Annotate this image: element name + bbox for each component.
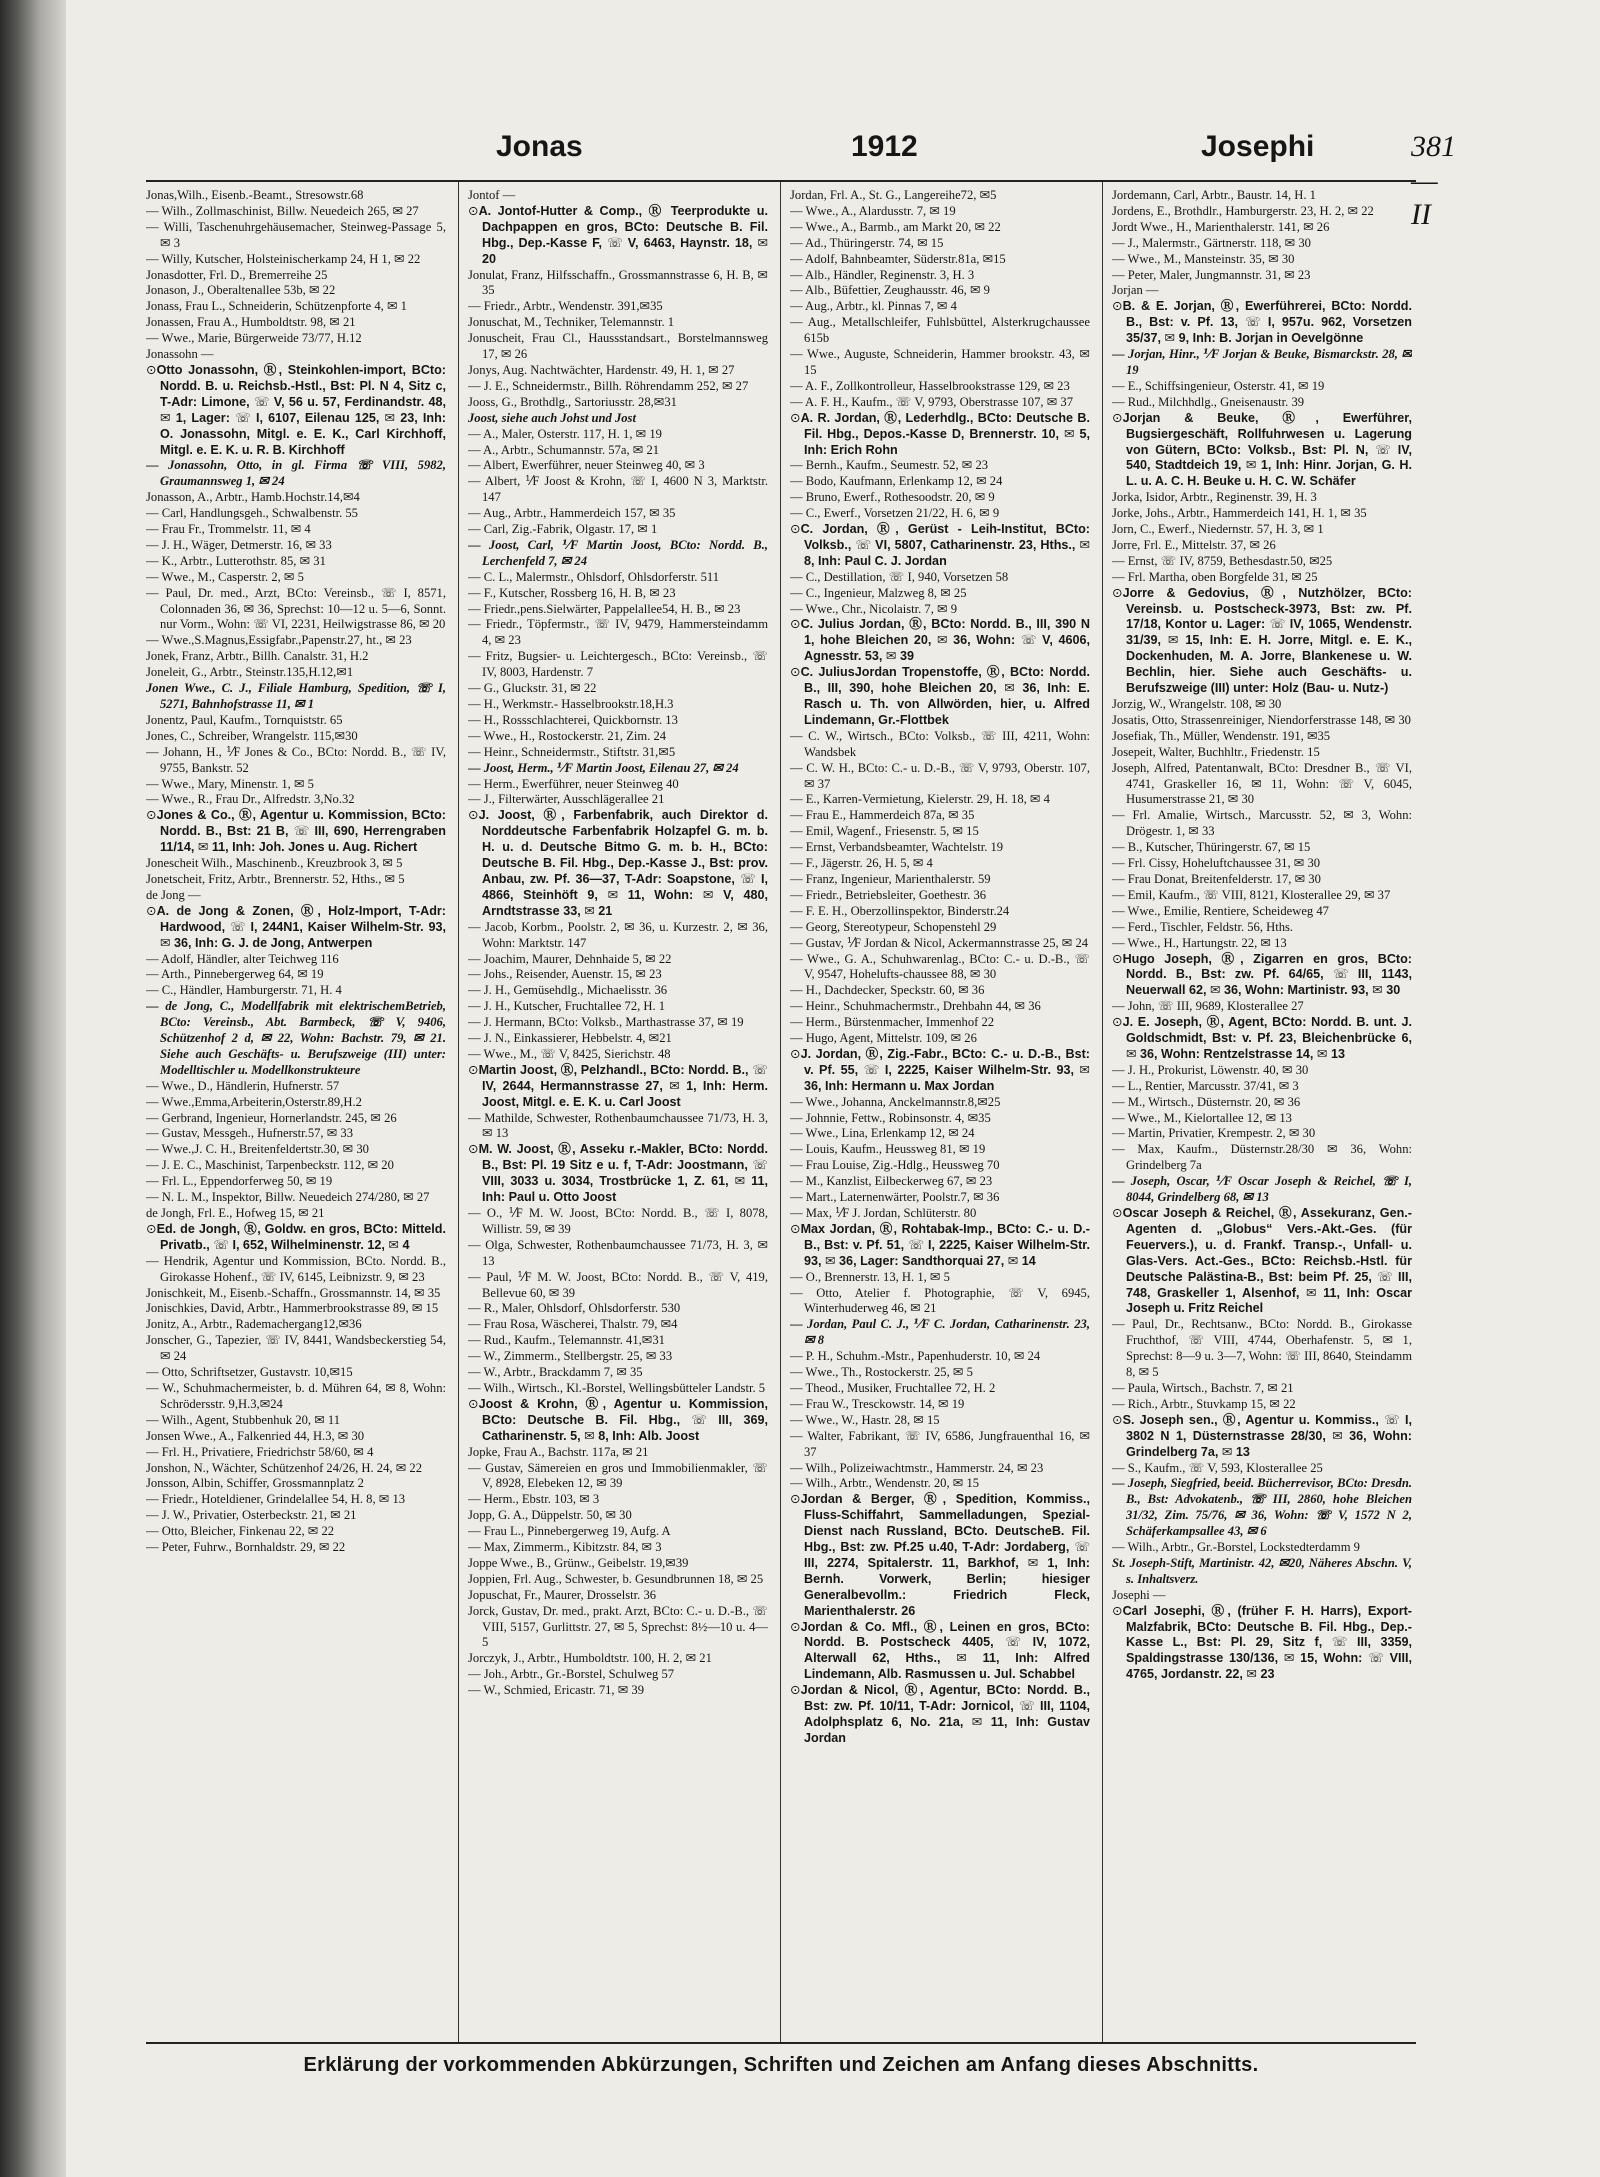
directory-entry: Jonen Wwe., C. J., Filiale Hamburg, Spedition, ☏ I, 5271, Bahnhofstrasse 11, ✉ 1	[146, 681, 446, 711]
directory-entry: — Herm., Ewerführer, neuer Steinweg 40	[468, 776, 679, 791]
directory-entry: — Otto, Atelier f. Photographie, ☏ V, 6945, Winterhuderweg 46, ✉ 21	[790, 1285, 1090, 1316]
directory-entry: — Willi, Taschenuhrgehäusemacher, Steinweg-Passage 5, ✉ 3	[146, 219, 446, 250]
firm-entry: ⊙ Jordan & Berger, Ⓡ, Spedition, Kommiss., Fluss-Schiffahrt, Sammelladungen, Spezial-Dienst nach Russland, BCto. DeutscheB. Fil. Hbg., Bst: zw. Pf.25 u.40, T-Adr: Jordaberg, ☏ III, 2274, Spitalerstr. 11, Barkhof, ✉ 1, Inh: Bernh. Vorwerk, Berlin; hiesiger Generalbevollm.: Friedrich Fleck, Marienthalerstr. 26	[790, 1492, 1090, 1619]
directory-entry: Jorre, Frl. E., Mittelstr. 37, ✉ 26	[1112, 537, 1276, 552]
directory-entry: — Wwe., M., Casperstr. 2, ✉ 5	[146, 569, 304, 584]
directory-entry: — O., ⅟F M. W. Joost, BCto: Nordd. B., ☏ I, 8078, Willistr. 59, ✉ 39	[468, 1206, 768, 1236]
directory-entry: — J., Malermstr., Gärtnerstr. 118, ✉ 30	[1112, 235, 1311, 250]
firm-entry: ⊙ S. Joseph sen., Ⓡ, Agentur u. Kommiss., ☏ I, 3802 N 1, Düsternstrasse 28/30, ✉ 36, Wohn: Grindelberg 7a, ✉ 13	[1112, 1413, 1412, 1461]
directory-entry: — W., Arbtr., Brackdamm 7, ✉ 35	[468, 1365, 643, 1380]
directory-entry: Josepeit, Walter, Buchhltr., Friedenstr. 15	[1112, 744, 1320, 759]
directory-entry: Jonason, J., Oberaltenallee 53b, ✉ 22	[146, 283, 336, 298]
directory-entry: Jopp, G. A., Düppelstr. 50, ✉ 30	[468, 1508, 632, 1523]
directory-entry: Joppe Wwe., B., Grünw., Geibelstr. 19,✉39	[468, 1555, 689, 1570]
firm-entry: ⊙ M. W. Joost, Ⓡ, Asseku r.-Makler, BCto: Nordd. B., Bst: Pl. 19 Sitz e u. f, T-Adr: Joostmann, ☏ VIII, 3033 u. 3034, Trostbrücke 1, Z. 61, ✉ 11, Inh: Paul u. Otto Joost	[468, 1142, 768, 1206]
directory-entry: — Max, Kaufm., Düsternstr.28/30 ✉ 36, Wohn: Grindelberg 7a	[1112, 1142, 1412, 1173]
directory-entry: Jonescheit Wilh., Maschinenb., Kreuzbrook 3, ✉ 5	[146, 856, 403, 871]
directory-entry: — W., Zimmerm., Stellbergstr. 25, ✉ 33	[468, 1349, 673, 1364]
directory-entry: — Frau Louise, Zig.-Hdlg., Heussweg 70	[790, 1158, 1000, 1173]
directory-entry: — Jordan, Paul C. J., ⅟F C. Jordan, Catharinenstr. 23, ✉ 8	[790, 1317, 1090, 1348]
directory-entry: — Joost, Herm., ⅟F Martin Joost, Eilenau 27, ✉ 24	[468, 760, 739, 775]
directory-entry: — Wilh., Zollmaschinist, Billw. Neuedeich 265, ✉ 27	[146, 203, 419, 218]
directory-entry: — Paul, ⅟F M. W. Joost, BCto: Nordd. B., ☏ V, 419, Bellevue 60, ✉ 39	[468, 1269, 768, 1300]
directory-entry: — Ernst, Verbandsbeamter, Wachtelstr. 19	[790, 840, 1004, 855]
directory-entry: — Wwe., G. A., Schuhwarenlag., BCto: C.- u. D.-B., ☏ V, 9547, Hohelufts-chaussee 88, ✉ 30	[790, 951, 1090, 982]
directory-entry: Jopuschat, Fr., Maurer, Drosselstr. 36	[468, 1587, 657, 1602]
firm-entry: ⊙ Oscar Joseph & Reichel, Ⓡ, Assekuranz, Gen.-Agenten d. „Globus“ Vers.-Akt.-Ges. (für Feuervers.), u. d. Frankf. Transp.-, Unfall- u. Glas-Vers. Act.-Ges., BCto: Reichsb.-Hstl. für Deutsche Palästina-B., Bst: beim Pf. 25, ☏ III, 748, Graskeller 1, Alsenhof, ✉ 11, Inh: Oscar Joseph u. Fritz Reichel	[1112, 1206, 1412, 1317]
directory-entry: — Gustav, Messgeh., Hufnerstr.57, ✉ 33	[146, 1126, 354, 1141]
directory-entry: — Frau L., Pinnebergerweg 19, Aufg. A	[468, 1524, 671, 1539]
directory-entry: — Wwe.,Emma,Arbeiterin,Osterstr.89,H.2	[146, 1094, 362, 1109]
directory-entry: Jonshon, N., Wächter, Schützenhof 24/26, H. 24, ✉ 22	[146, 1460, 422, 1475]
directory-entry: — Carl, Zig.-Fabrik, Olgastr. 17, ✉ 1	[468, 522, 658, 537]
directory-entry: — Mathilde, Schwester, Rothenbaumchaussee 71/73, H. 3, ✉ 13	[468, 1110, 768, 1141]
directory-entry: — Rich., Arbtr., Stuvkamp 15, ✉ 22	[1112, 1396, 1296, 1411]
directory-entry: — Walter, Fabrikant, ☏ IV, 6586, Jungfrauenthal 16, ✉ 37	[790, 1428, 1090, 1459]
directory-entry: — Wwe., D., Händlerin, Hufnerstr. 57	[146, 1078, 340, 1093]
directory-entry: Jonys, Aug. Nachtwächter, Hardenstr. 49, H. 1, ✉ 27	[468, 362, 735, 377]
directory-entry: Jonitz, A., Arbtr., Rademachergang12,✉36	[146, 1317, 362, 1332]
directory-entry: — Willy, Kutscher, Holsteinischerkamp 24, H 1, ✉ 22	[146, 251, 421, 266]
directory-entry: — Frau Fr., Trommelstr. 11, ✉ 4	[146, 522, 311, 537]
directory-entry: — Max, Zimmerm., Kibitzstr. 84, ✉ 3	[468, 1540, 662, 1555]
directory-entry: Josephi —	[1112, 1587, 1166, 1602]
directory-entry: — Wwe., H., Hartungstr. 22, ✉ 13	[1112, 935, 1287, 950]
directory-entry: — John, ☏ III, 9689, Klosterallee 27	[1112, 999, 1304, 1014]
directory-entry: — Gerbrand, Ingenieur, Hornerlandstr. 245, ✉ 26	[146, 1110, 397, 1125]
directory-entry: Jonasdotter, Frl. D., Bremerreihe 25	[146, 267, 328, 282]
directory-entry: — W., Schuhmachermeister, b. d. Mühren 64, ✉ 8, Wohn: Schrödersstr. 9,H.3,✉24	[146, 1380, 446, 1411]
directory-entry: — E., Karren-Vermietung, Kielerstr. 29, H. 18, ✉ 4	[790, 792, 1050, 807]
directory-entry: — Adolf, Bahnbeamter, Süderstr.81a, ✉15	[790, 251, 1006, 266]
directory-entry: Jorczyk, J., Arbtr., Humboldtstr. 100, H. 2, ✉ 21	[468, 1651, 712, 1666]
directory-entry: — Frau W., Tresckowstr. 14, ✉ 19	[790, 1396, 965, 1411]
directory-entry: — G., Gluckstr. 31, ✉ 22	[468, 681, 597, 696]
directory-entry: — Jorjan, Hinr., ⅟F Jorjan & Beuke, Bismarckstr. 28, ✉ 19	[1112, 347, 1412, 377]
head-last-name: Josephi	[1201, 130, 1315, 163]
directory-entry: — Adolf, Händler, alter Teichweg 116	[146, 951, 339, 966]
firm-entry: ⊙ B. & E. Jorjan, Ⓡ, Ewerführerei, BCto: Nordd. B., Bst: v. Pf. 13, ☏ I, 957u. 962, Vorsetzen 35/37, ✉ 9, Inh: B. Jorjan in Oevelgönne	[1112, 299, 1412, 347]
directory-entry: — W., Schmied, Ericastr. 71, ✉ 39	[468, 1683, 645, 1698]
directory-entry: — Hugo, Agent, Mittelstr. 109, ✉ 26	[790, 1031, 977, 1046]
directory-entry: — Wwe.,J. C. H., Breitenfeldertstr.30, ✉ 30	[146, 1142, 369, 1157]
abbreviation-note: Erklärung der vorkommenden Abkürzungen, Schriften und Zeichen am Anfang dieses Abschnitts.	[146, 2042, 1416, 2077]
directory-entry: — C. W., Wirtsch., BCto: Volksb., ☏ III, 4211, Wohn: Wandsbek	[790, 728, 1090, 759]
directory-entry: — Albert, ⅟F Joost & Krohn, ☏ I, 4600 N 3, Marktstr. 147	[468, 474, 768, 505]
directory-entry: — Wwe., Lina, Erlenkamp 12, ✉ 24	[790, 1126, 975, 1141]
directory-entry: — Wilh., Wirtsch., Kl.-Borstel, Wellingsbütteler Landstr. 5	[468, 1380, 766, 1395]
head-year: 1912	[851, 130, 918, 163]
directory-entry: — Alb., Büfettier, Zeughausstr. 46, ✉ 9	[790, 283, 990, 298]
directory-entry: — J. H., Prokurist, Löwenstr. 40, ✉ 30	[1112, 1062, 1309, 1077]
directory-entry: — C., Destillation, ☏ I, 940, Vorsetzen 58	[790, 569, 1009, 584]
directory-entry: — Mart., Laternenwärter, Poolstr.7, ✉ 36	[790, 1190, 1000, 1205]
directory-entry: — J. H., Wäger, Detmerstr. 16, ✉ 33	[146, 537, 332, 552]
directory-entry: — Frl. Cissy, Hoheluftchaussee 31, ✉ 30	[1112, 856, 1321, 871]
directory-entry: Jonas,Wilh., Eisenb.-Beamt., Stresowstr.68	[146, 188, 364, 202]
directory-entry: — Paul, Dr., Rechtsanw., BCto: Nordd. B., Girokasse Fruchthof, ☏ VIII, 4744, Oberhafenstr. 5, ✉ 1, Sprechst: 8—9 u. 3—7, Wohn: ☏ III, 8640, Steindamm 8, ✉ 5	[1112, 1317, 1412, 1380]
directory-entry: — Frau E., Hammerdeich 87a, ✉ 35	[790, 808, 975, 823]
directory-entry: de Jongh, Frl. E., Hofweg 15, ✉ 21	[146, 1206, 325, 1220]
directory-entry: — Heinr., Schneidermstr., Stiftstr. 31,✉5	[468, 744, 676, 759]
directory-entry: — Joost, Carl, ⅟F Martin Joost, BCto: Nordd. B., Lerchenfeld 7, ✉ 24	[468, 537, 768, 568]
column-rule	[1102, 182, 1103, 2042]
directory-entry: de Jong —	[146, 887, 201, 902]
directory-entry: — Rud., Kaufm., Telemannstr. 41,✉31	[468, 1333, 665, 1348]
directory-entry: Joseph, Alfred, Patentanwalt, BCto: Dresdner B., ☏ VI, 4741, Graskeller 16, ✉ 11, Wohn: ☏ V, 6045, Husumerstrasse 21, ✉ 30	[1112, 760, 1412, 807]
firm-entry: ⊙ Jordan & Nicol, Ⓡ, Agentur, BCto: Nordd. B., Bst: zw. Pf. 10/11, T-Adr: Jornicol, ☏ III, 1104, Adolphsplatz 6, No. 21a, ✉ 11, Inh: Gustav Jordan	[790, 1683, 1090, 1747]
directory-entry: — P. H., Schuhm.-Mstr., Papenhuderstr. 10, ✉ 24	[790, 1349, 1041, 1364]
directory-entry: — C., Ingenieur, Malzweg 8, ✉ 25	[790, 585, 967, 600]
directory-entry: — L., Rentier, Marcusstr. 37/41, ✉ 3	[1112, 1078, 1299, 1093]
directory-entry: — Wwe., A., Alardusstr. 7, ✉ 19	[790, 203, 956, 218]
directory-entry: Jonetscheit, Fritz, Arbtr., Brennerstr. 52, Hths., ✉ 5	[146, 871, 405, 886]
directory-entry: — Alb., Händler, Reginenstr. 3, H. 3	[790, 267, 975, 282]
directory-entry: Jontof —	[468, 188, 516, 202]
directory-entry: — Louis, Kaufm., Heussweg 81, ✉ 19	[790, 1142, 986, 1157]
head-first-name: Jonas	[496, 130, 583, 163]
firm-entry: ⊙ J. Jordan, Ⓡ, Zig.-Fabr., BCto: C.- u. D.-B., Bst: v. Pf. 55, ☏ I, 2225, Kaiser Wilhelm-Str. 93, ✉ 36, Inh: Hermann u. Max Jordan	[790, 1047, 1090, 1095]
firm-entry: ⊙ Carl Josephi, Ⓡ, (früher F. H. Harrs), Export-Malzfabrik, BCto: Deutsche B. Fil. Hbg., Dep.-Kasse L., Bst: Pl. 29, Sitz f, ☏ III, 3359, Spaldingstrasse 130/136, ✉ 15, Wohn: ☏ VIII, 4765, Jordanstr. 22, ✉ 23	[1112, 1604, 1412, 1684]
directory-entry: — C., Händler, Hamburgerstr. 71, H. 4	[146, 983, 342, 998]
directory-entry: Jorka, Isidor, Arbtr., Reginenstr. 39, H. 3	[1112, 490, 1317, 505]
directory-entry: — Aug., Metallschleifer, Fuhlsbüttel, Alsterkrugchaussee 615b	[790, 315, 1090, 346]
directory-entry: — Fritz, Bugsier- u. Leichtergesch., BCto: Vereinsb., ☏ IV, 8003, Hardenstr. 7	[468, 649, 768, 680]
firm-entry: ⊙ Ed. de Jongh, Ⓡ, Goldw. en gros, BCto: Mitteld. Privatb., ☏ I, 652, Wilhelminenstr. 12, ✉ 4	[146, 1222, 446, 1254]
directory-entry: — Franz, Ingenieur, Marienthalerstr. 59	[790, 871, 991, 886]
directory-entry: — Peter, Fuhrw., Bornhaldstr. 29, ✉ 22	[146, 1540, 346, 1555]
directory-entry: — Wwe., W., Hastr. 28, ✉ 15	[790, 1412, 940, 1427]
directory-entry: Josatis, Otto, Strassenreiniger, Niendorferstrasse 148, ✉ 30	[1112, 712, 1411, 727]
directory-entry: — Carl, Handlungsgeh., Schwalbenstr. 55	[146, 506, 358, 521]
directory-entry: Jonsson, Albin, Schiffer, Grossmannplatz 2	[146, 1476, 364, 1491]
directory-entry: — A. F. H., Kaufm., ☏ V, 9793, Oberstrasse 107, ✉ 37	[790, 394, 1073, 409]
directory-entry: — Wwe., Th., Rostockerstr. 25, ✉ 5	[790, 1365, 973, 1380]
directory-entry: — C. W. H., BCto: C.- u. D.-B., ☏ V, 9793, Oberstr. 107, ✉ 37	[790, 760, 1090, 791]
directory-entry: Josefiak, Th., Müller, Wendenstr. 191, ✉35	[1112, 728, 1331, 743]
directory-entry: — Herm., Ebstr. 103, ✉ 3	[468, 1492, 600, 1507]
directory-entry: — Joseph, Siegfried, beeid. Bücherrevisor, BCto: Dresdn. B., Bst: Advokatenb., ☏ III, 2860, hohe Bleichen 31/32, Zim. 75/76, ✉ 36, Wohn: ☏ V, 1572 N 2, Schäferkampsallee 43, ✉ 6	[1112, 1476, 1412, 1539]
directory-entry: Jordan, Frl. A., St. G., Langereihe72, ✉5	[790, 188, 997, 202]
directory-entry: — C., Ewerf., Vorsetzen 21/22, H. 6, ✉ 9	[790, 506, 1000, 521]
column-3	[790, 188, 1090, 2036]
directory-entry: — Frl. Martha, oben Borgfelde 31, ✉ 25	[1112, 569, 1318, 584]
directory-entry: — Wwe., M., Kielortallee 12, ✉ 13	[1112, 1110, 1292, 1125]
directory-entry: — J. H., Gemüsehdlg., Michaelisstr. 36	[468, 983, 668, 998]
directory-entry: — Frau Donat, Breitenfelderstr. 17, ✉ 30	[1112, 871, 1321, 886]
firm-entry: ⊙ A. Jontof-Hutter & Comp., Ⓡ Teerprodukte u. Dachpappen en gros, BCto: Deutsche B. Fil. Hbg., Dep.-Kasse F, ☏ V, 6463, Haynstr. 18, ✉ 20	[468, 204, 768, 268]
firm-entry: ⊙ J. Joost, Ⓡ, Farbenfabrik, auch Direktor d. Norddeutsche Farbenfabrik Holzapfel G. m. b. H. u. d. Deutsche Bitmo G. m. b. H., BCto: Deutsche B. Fil. Hbg., Dep.-Kasse J., Bst: prov. Anbau, zw. Pf. 36—37, T-Adr: Soapstone, ☏ I, 4866, Steinhöft 9, ✉ 11, Wohn: ✉ V, 480, Arndtstrasse 33, ✉ 21	[468, 808, 768, 919]
directory-entry: — Wwe., M., ☏ V, 8425, Sierichstr. 48	[468, 1046, 671, 1061]
directory-entry: — Wwe., Marie, Bürgerweide 73/77, H.12	[146, 331, 362, 346]
directory-entry: — Wwe., Johanna, Anckelmannstr.8,✉25	[790, 1094, 1001, 1109]
directory-entry: — M., Kanzlist, Eilbeckerweg 67, ✉ 23	[790, 1174, 993, 1189]
directory-entry: — Wwe., Emilie, Rentiere, Scheideweg 47	[1112, 903, 1329, 918]
directory-entry: — Wilh., Agent, Stubbenhuk 20, ✉ 11	[146, 1412, 341, 1427]
firm-entry: ⊙ C. Jordan, Ⓡ, Gerüst - Leih-Institut, BCto: Volksb., ☏ VI, 5807, Catharinenstr. 23, Hths., ✉ 8, Inh: Paul C. J. Jordan	[790, 522, 1090, 570]
directory-entry: — Frl. Amalie, Wirtsch., Marcusstr. 52, ✉ 3, Wohn: Drögestr. 1, ✉ 33	[1112, 808, 1412, 839]
directory-entry: Jonek, Franz, Arbtr., Billh. Canalstr. 31, H.2	[146, 649, 369, 664]
directory-entry: — Friedr., Arbtr., Wendenstr. 391,✉35	[468, 299, 663, 314]
firm-entry: ⊙ C. JuliusJordan Tropenstoffe, Ⓡ, BCto: Nordd. B., III, 390, hohe Bleichen 20, ✉ 36, Inh: E. Rasch u. Th. von Allwörden, hier, u. Alfred Lindemann, Gr.-Flottbek	[790, 665, 1090, 729]
column-2	[468, 188, 768, 2036]
firm-entry: ⊙ Joost & Krohn, Ⓡ, Agentur u. Kommission, BCto: Deutsche B. Fil. Hbg., ☏ III, 369, Catharinenstr. 5, ✉ 8, Inh: Alb. Joost	[468, 1397, 768, 1445]
column-1	[146, 188, 446, 2036]
directory-entry: — de Jong, C., Modellfabrik mit elektrischemBetrieb, BCto: Vereinsb., Abt. Barmbeck, ☏ V, 9406, Schützenhof 2 d, ✉ 22, Wohn: Bachstr. 79, ✉ 21. Siehe auch Geschäfts- u. Berufszweige (III) unter: Modelltischler u. Modellkonstrukteure	[146, 999, 446, 1077]
column-4	[1112, 188, 1412, 2036]
directory-entry: — Albert, Ewerführer, neuer Steinweg 40, ✉ 3	[468, 458, 705, 473]
directory-entry: — F., Jägerstr. 26, H. 5, ✉ 4	[790, 856, 933, 871]
directory-entry: — O., Brennerstr. 13, H. 1, ✉ 5	[790, 1269, 950, 1284]
directory-entry: — Paula, Wirtsch., Bachstr. 7, ✉ 21	[1112, 1380, 1294, 1395]
directory-entry: — Herm., Bürstenmacher, Immenhof 22	[790, 1015, 995, 1030]
firm-entry: ⊙ C. Julius Jordan, Ⓡ, BCto: Nordd. B., III, 390 N 1, hohe Bleichen 20, ✉ 36, Wohn: ☏ V, 4606, Agnesstr. 53, ✉ 39	[790, 617, 1090, 665]
directory-entry: — Wilh., Arbtr., Wendenstr. 20, ✉ 15	[790, 1476, 980, 1491]
directory-entry: — J. N., Einkassierer, Hebbelstr. 4, ✉21	[468, 1031, 672, 1046]
directory-entry: Jopke, Frau A., Bachstr. 117a, ✉ 21	[468, 1444, 649, 1459]
directory-entry: — J., Filterwärter, Ausschlägerallee 21	[468, 792, 665, 807]
firm-entry: ⊙ Jorre & Gedovius, Ⓡ, Nutzhölzer, BCto: Vereinsb. u. Postscheck-3973, Bst: zw. Pf. 17/18, Kontor u. Lager: ☏ IV, 1065, Wendenstr. 31/39, ✉ 15, Inh: E. H. Jorre, Mitgl. e. E. K., Dockenhuden, M. A. Jorre, Blankenese u. W. Bechlin, hier. Siehe auch Geschäfts- u. Berufszweige (III) unter: Holz (Bau- u. Nutz-)	[1112, 586, 1412, 697]
directory-entry: — Gustav, Sämereien en gros und Immobilienmakler, ☏ V, 8928, Elebeken 12, ✉ 39	[468, 1460, 768, 1491]
directory-entry: — Joh., Arbtr., Gr.-Borstel, Schulweg 57	[468, 1667, 675, 1682]
directory-entry: — Gustav, ⅟F Jordan & Nicol, Ackermannstrasse 25, ✉ 24	[790, 935, 1089, 950]
entry-columns	[146, 180, 1416, 2042]
directory-entry: — M., Wirtsch., Düsternstr. 20, ✉ 36	[1112, 1094, 1301, 1109]
directory-entry: Jonischkeit, M., Eisenb.-Schaffn., Grossmannstr. 14, ✉ 35	[146, 1285, 441, 1300]
directory-entry: Jorzig, W., Wrangelstr. 108, ✉ 30	[1112, 697, 1282, 711]
directory-entry: — Frl. L., Eppendorferweg 50, ✉ 19	[146, 1174, 333, 1189]
directory-entry: Jonischkies, David, Arbtr., Hammerbrookstrasse 89, ✉ 15	[146, 1301, 439, 1316]
directory-entry: — Otto, Schriftsetzer, Gustavstr. 10,✉15	[146, 1365, 353, 1380]
directory-entry: Jorck, Gustav, Dr. med., prakt. Arzt, BCto: C.- u. D.-B., ☏ VIII, 5157, Gurlittstr. 27, ✉ 5, Sprechst: 8½—10 u. 4—5	[468, 1603, 768, 1650]
directory-entry: — Paul, Dr. med., Arzt, BCto: Vereinsb., ☏ I, 8571, Colonnaden 36, ✉ 36, Sprechst: 10—12 u. 5—6, Sonnt. nur Vorm., Wohn: ☏ VI, 2231, Heilwigstrasse 86, ✉ 20	[146, 585, 446, 632]
directory-entry: — Peter, Maler, Jungmannstr. 31, ✉ 23	[1112, 267, 1311, 282]
firm-entry: ⊙ Jordan & Co. Mfl., Ⓡ, Leinen en gros, BCto: Nordd. B. Postscheck 4405, ☏ IV, 1072, Alterwall 62, Hths., ✉ 11, Inh: Alfred Lindemann, Alb. Rasmussen u. Jul. Schabbel	[790, 1620, 1090, 1684]
directory-entry: — H., Dachdecker, Speckstr. 60, ✉ 36	[790, 983, 985, 998]
directory-page	[66, 0, 1600, 2177]
firm-entry: ⊙ Martin Joost, Ⓡ, Pelzhandl., BCto: Nordd. B., ☏ IV, 2644, Hermannstrasse 27, ✉ 1, Inh: Herm. Joost, Mitgl. e. E. K. u. Carl Joost	[468, 1063, 768, 1111]
directory-entry: — H., Werkmstr.- Hasselbrookstr.18,H.3	[468, 697, 674, 711]
directory-entry: — Johs., Reisender, Auenstr. 15, ✉ 23	[468, 967, 662, 982]
directory-entry: — J. E. C., Maschinist, Tarpenbeckstr. 112, ✉ 20	[146, 1158, 394, 1173]
directory-entry: — Friedr., Hoteldiener, Grindelallee 54, H. 8, ✉ 13	[146, 1492, 406, 1507]
directory-entry: Jooss, G., Brothdlg., Sartoriusstr. 28,✉31	[468, 394, 677, 409]
directory-entry: Jordt Wwe., H., Marienthalerstr. 141, ✉ 26	[1112, 219, 1330, 234]
directory-entry: — Wilh., Arbtr., Gr.-Borstel, Lockstedterdamm 9	[1112, 1540, 1360, 1555]
directory-entry: — R., Maler, Ohlsdorf, Ohlsdorferstr. 530	[468, 1301, 681, 1316]
directory-entry: — Ernst, ☏ IV, 8759, Bethesdastr.50, ✉25	[1112, 553, 1333, 568]
directory-entry: — Rud., Milchhdlg., Gneisenaustr. 39	[1112, 394, 1305, 409]
directory-entry: Joost, siehe auch Johst und Jost	[468, 410, 636, 425]
directory-entry: — Wwe., A., Barmb., am Markt 20, ✉ 22	[790, 219, 1001, 234]
directory-entry: — Ad., Thüringerstr. 74, ✉ 15	[790, 235, 944, 250]
page-number: 381—II	[1411, 130, 1456, 231]
column-rule	[780, 182, 781, 2042]
book-spine-shadow	[0, 0, 66, 2177]
directory-entry: Jonscher, G., Tapezier, ☏ IV, 8441, Wandsbeckerstieg 54, ✉ 24	[146, 1333, 446, 1364]
directory-entry: — Wwe., M., Mansteinstr. 35, ✉ 30	[1112, 251, 1295, 266]
directory-entry: — B., Kutscher, Thüringerstr. 67, ✉ 15	[1112, 840, 1311, 855]
directory-entry: — Aug., Arbtr., Hammerdeich 157, ✉ 35	[468, 506, 676, 521]
directory-entry: Jonasson, A., Arbtr., Hamb.Hochstr.14,✉4	[146, 490, 360, 505]
directory-entry: — Friedr., Töpfermstr., ☏ IV, 9479, Hammersteindamm 4, ✉ 23	[468, 617, 768, 648]
directory-entry: — A., Arbtr., Schumannstr. 57a, ✉ 21	[468, 442, 660, 457]
directory-entry: — Arth., Pinnebergerweg 64, ✉ 19	[146, 967, 324, 982]
directory-entry: — Heinr., Schuhmachermstr., Drehbahn 44, ✉ 36	[790, 999, 1041, 1014]
directory-entry: — J. W., Privatier, Osterbeckstr. 21, ✉ 21	[146, 1508, 357, 1523]
directory-entry: — Joachim, Maurer, Dehnhaide 5, ✉ 22	[468, 951, 672, 966]
directory-entry: Jonulat, Franz, Hilfsschaffn., Grossmannstrasse 6, H. B, ✉ 35	[468, 267, 768, 298]
directory-entry: — Wwe., R., Frau Dr., Alfredstr. 3,No.32	[146, 792, 355, 807]
directory-entry: — Theod., Musiker, Fruchtallee 72, H. 2	[790, 1380, 996, 1395]
directory-entry: — Wwe., Auguste, Schneiderin, Hammer brookstr. 43, ✉ 15	[790, 347, 1090, 377]
directory-entry: Jorjan —	[1112, 283, 1159, 298]
directory-entry: Joneleit, G., Arbtr., Steinstr.135,H.12,✉1	[146, 665, 354, 680]
firm-entry: ⊙ J. E. Joseph, Ⓡ, Agent, BCto: Nordd. B. unt. J. Goldschmidt, Bst: v. Pf. 23, Bleichenbrücke 6, ✉ 36, Wohn: Rentzelstrasse 14, ✉ 13	[1112, 1015, 1412, 1063]
directory-entry: Jones, C., Schreiber, Wrangelstr. 115,✉30	[146, 728, 358, 743]
directory-entry: — Joseph, Oscar, ⅟F Oscar Joseph & Reichel, ☏ I, 8044, Grindelberg 68, ✉ 13	[1112, 1174, 1412, 1205]
directory-entry: — F., Kutscher, Rossberg 16, H. B, ✉ 23	[468, 585, 676, 600]
directory-entry: — Johann, H., ⅟F Jones & Co., BCto: Nordd. B., ☏ IV, 9755, Bankstr. 52	[146, 744, 446, 775]
directory-entry: — Bruno, Ewerf., Rothesoodstr. 20, ✉ 9	[790, 490, 995, 505]
directory-entry: Jonsen Wwe., A., Falkenried 44, H.3, ✉ 30	[146, 1428, 365, 1443]
directory-entry: Jonass, Frau L., Schneiderin, Schützenpforte 4, ✉ 1	[146, 299, 407, 314]
directory-entry: — Bernh., Kaufm., Seumestr. 52, ✉ 23	[790, 458, 989, 473]
directory-entry: Jonentz, Paul, Kaufm., Tornquiststr. 65	[146, 712, 343, 727]
directory-entry: — Frau Rosa, Wäscherei, Thalstr. 79, ✉4	[468, 1317, 678, 1332]
directory-entry: — Wwe.,S.Magnus,Essigfabr.,Papenstr.27, ht., ✉ 23	[146, 633, 412, 648]
directory-entry: — J. Hermann, BCto: Volksb., Marthastrasse 37, ✉ 19	[468, 1015, 744, 1030]
firm-entry: ⊙ Jorjan & Beuke, Ⓡ, Ewerführer, Bugsiergeschäft, Rollfuhrwesen u. Lagerung von Gütern, BCto: Volksb., Bst: Pl. N, ☏ IV, 540, Stadtdeich 19, ✉ 1, Inh: Hinr. Jorjan, G. H. L. u. A. C. H. Beuke u. H. C. W. Schäfer	[1112, 411, 1412, 491]
directory-entry: — Frl. H., Privatiere, Friedrichstr 58/60, ✉ 4	[146, 1444, 374, 1459]
directory-entry: — Max, ⅟F J. Jordan, Schlüterstr. 80	[790, 1206, 977, 1220]
directory-entry: — Wwe., Chr., Nicolaistr. 7, ✉ 9	[790, 601, 958, 616]
directory-entry: — C. L., Malermstr., Ohlsdorf, Ohlsdorferstr. 511	[468, 569, 720, 584]
directory-entry: — Wwe., Mary, Minenstr. 1, ✉ 5	[146, 776, 314, 791]
firm-entry: ⊙ Max Jordan, Ⓡ, Rohtabak-Imp., BCto: C.- u. D.-B., Bst: v. Pf. 51, ☏ I, 2225, Kaiser Wilhelm-Str. 93, ✉ 36, Lager: Sandthorquai 27, ✉ 14	[790, 1222, 1090, 1270]
directory-entry: Jorke, Johs., Arbtr., Hammerdeich 141, H. 1, ✉ 35	[1112, 506, 1367, 521]
directory-entry: — Georg, Stereotypeur, Schopenstehl 29	[790, 919, 997, 934]
directory-entry: — Jonassohn, Otto, in gl. Firma ☏ VIII, 5982, Graumannsweg 1, ✉ 24	[146, 458, 446, 489]
directory-entry: Jorn, C., Ewerf., Niedernstr. 57, H. 3, ✉ 1	[1112, 522, 1324, 537]
directory-entry: — Friedr., Betriebsleiter, Goethestr. 36	[790, 887, 987, 902]
directory-entry: Jonassen, Frau A., Humboldtstr. 98, ✉ 21	[146, 315, 356, 330]
directory-entry: — Emil, Wagenf., Friesenstr. 5, ✉ 15	[790, 824, 979, 839]
directory-entry: — Johnnie, Fettw., Robinsonstr. 4, ✉35	[790, 1110, 991, 1125]
directory-entry: — Wwe., H., Rostockerstr. 21, Zim. 24	[468, 728, 667, 743]
directory-entry: St. Joseph-Stift, Martinistr. 42, ✉20, Näheres Abschn. V, s. Inhaltsverz.	[1112, 1555, 1412, 1586]
directory-entry: — A., Maler, Osterstr. 117, H. 1, ✉ 19	[468, 426, 662, 441]
directory-entry: — N. L. M., Inspektor, Billw. Neuedeich 274/280, ✉ 27	[146, 1190, 430, 1205]
directory-entry: — Olga, Schwester, Rothenbaumchaussee 71/73, H. 3, ✉ 13	[468, 1237, 768, 1268]
directory-entry: — Wilh., Polizeiwachtmstr., Hammerstr. 24, ✉ 23	[790, 1460, 1044, 1475]
column-rule	[458, 182, 459, 2042]
directory-entry: — J. E., Schneidermstr., Billh. Röhrendamm 252, ✉ 27	[468, 378, 749, 393]
firm-entry: ⊙ Hugo Joseph, Ⓡ, Zigarren en gros, BCto: Nordd. B., Bst: zw. Pf. 64/65, ☏ III, 1143, Neuerwall 62, ✉ 36, Wohn: Martinistr. 93, ✉ 30	[1112, 952, 1412, 1000]
directory-entry: Jordens, E., Brothdlr., Hamburgerstr. 23, H. 2, ✉ 22	[1112, 203, 1374, 218]
directory-entry: — K., Arbtr., Lutterothstr. 85, ✉ 31	[146, 553, 326, 568]
directory-entry: — Jacob, Korbm., Poolstr. 2, ✉ 36, u. Kurzestr. 2, ✉ 36, Wohn: Marktstr. 147	[468, 919, 768, 950]
directory-entry: Jonuschat, M., Techniker, Telemannstr. 1	[468, 315, 675, 330]
directory-entry: — S., Kaufm., ☏ V, 593, Klosterallee 25	[1112, 1460, 1323, 1475]
directory-entry: — J. H., Kutscher, Fruchtallee 72, H. 1	[468, 999, 666, 1014]
firm-entry: ⊙ Otto Jonassohn, Ⓡ, Steinkohlen-import, BCto: Nordd. B. u. Reichsb.-Hstl., Bst: Pl. N 4, Sitz c, T-Adr: Limone, ☏ V, 56 u. 57, Ferdinandstr. 48, ✉ 1, Lager: ☏ I, 6107, Eilenau 125, ✉ 23, Inh: O. Jonassohn, Mitgl. e. E. K., Carl Kirchhoff, Mitgl. e. E. K. u. R. B. Kirchhoff	[146, 363, 446, 458]
directory-entry: Jonuscheit, Frau Cl., Haussstandsart., Borstelmannsweg 17, ✉ 26	[468, 331, 768, 362]
firm-entry: ⊙ A. R. Jordan, Ⓡ, Lederhdlg., BCto: Deutsche B. Fil. Hbg., Depos.-Kasse D, Brennerstr. 10, ✉ 5, Inh: Erich Rohn	[790, 411, 1090, 459]
directory-entry: Joppien, Frl. Aug., Schwester, b. Gesundbrunnen 18, ✉ 25	[468, 1571, 764, 1586]
directory-entry: — Otto, Bleicher, Finkenau 22, ✉ 22	[146, 1524, 335, 1539]
directory-entry: Jonassohn —	[146, 347, 214, 362]
directory-entry: — E., Schiffsingenieur, Osterstr. 41, ✉ 19	[1112, 378, 1325, 393]
directory-entry: Jordemann, Carl, Arbtr., Baustr. 14, H. 1	[1112, 188, 1316, 202]
directory-entry: — Ferd., Tischler, Feldstr. 56, Hths.	[1112, 919, 1294, 934]
directory-entry: — Friedr.,pens.Sielwärter, Pappelallee54, H. B., ✉ 23	[468, 601, 741, 616]
directory-entry: — Hendrik, Agentur und Kommission, BCto. Nordd. B., Girokasse Hohenf., ☏ IV, 6145, Leibnizstr. 9, ✉ 23	[146, 1253, 446, 1284]
directory-entry: — F. E. H., Oberzollinspektor, Binderstr.24	[790, 903, 1010, 918]
directory-entry: — Aug., Arbtr., kl. Pinnas 7, ✉ 4	[790, 299, 957, 314]
firm-entry: ⊙ A. de Jong & Zonen, Ⓡ, Holz-Import, T-Adr: Hardwood, ☏ I, 244N1, Kaiser Wilhelm-Str. 93, ✉ 36, Inh: G. J. de Jong, Antwerpen	[146, 904, 446, 952]
directory-entry: — H., Rossschlachterei, Quickbornstr. 13	[468, 712, 678, 727]
directory-entry: — A. F., Zollkontrolleur, Hasselbrookstrasse 129, ✉ 23	[790, 378, 1070, 393]
firm-entry: ⊙ Jones & Co., Ⓡ, Agentur u. Kommission, BCto: Nordd. B., Bst: 21 B, ☏ III, 690, Herrengraben 11/14, ✉ 11, Inh: Joh. Jones u. Aug. Richert	[146, 808, 446, 856]
directory-entry: — Martin, Privatier, Krempestr. 2, ✉ 30	[1112, 1126, 1316, 1141]
directory-entry: — Emil, Kaufm., ☏ VIII, 8121, Klosterallee 29, ✉ 37	[1112, 887, 1391, 902]
directory-entry: — Bodo, Kaufmann, Erlenkamp 12, ✉ 24	[790, 474, 1003, 489]
